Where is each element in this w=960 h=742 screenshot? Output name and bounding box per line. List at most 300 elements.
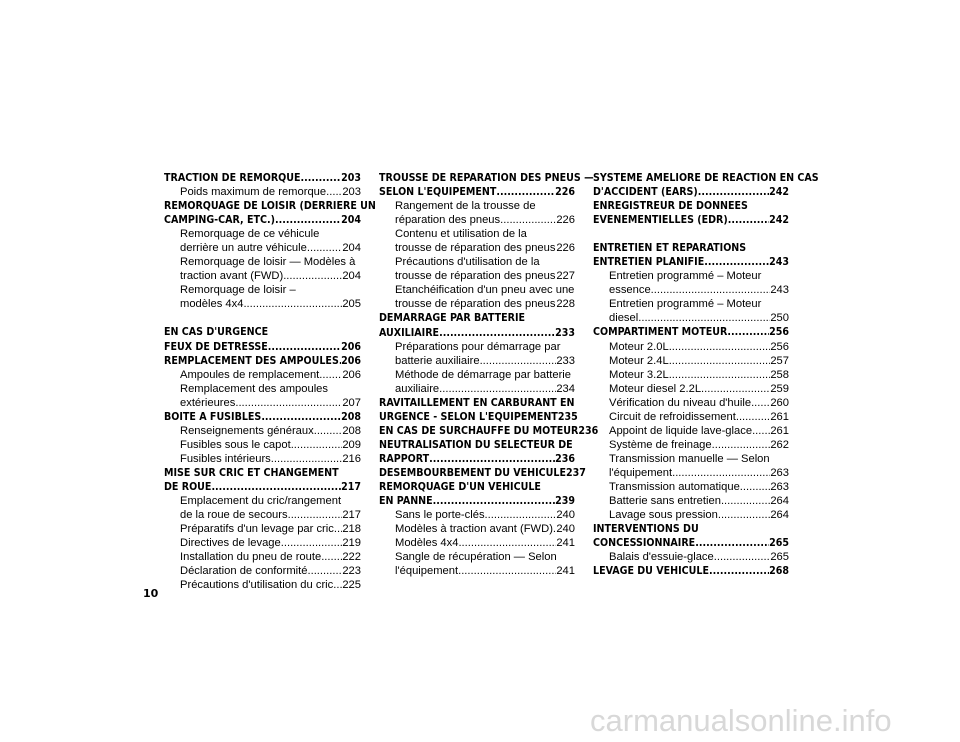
entry-leader-line <box>379 326 575 340</box>
page-ref: 250 <box>770 312 789 325</box>
entry-title-line: REMORQUAGE D'UN VEHICULE <box>379 481 541 494</box>
toc-subentry[interactable] <box>379 283 575 311</box>
entry-leader-line <box>609 550 789 564</box>
toc-subentry[interactable] <box>593 340 789 354</box>
entry-title-line: Vérification du niveau d'huile <box>609 396 752 409</box>
entry-title-line: Contenu et utilisation de la <box>395 228 527 241</box>
toc-subentry[interactable] <box>593 368 789 382</box>
entry-title-line: modèles 4x4 <box>180 298 244 311</box>
page-ref: 258 <box>770 368 789 381</box>
page-ref: 233 <box>556 354 575 367</box>
entry-leader-line <box>395 508 575 522</box>
entry-title-line: ENTRETIEN PLANIFIE <box>593 256 705 269</box>
dot-leader <box>268 340 341 354</box>
page-ref: 206 <box>341 354 361 367</box>
toc-heading-entry[interactable] <box>164 354 361 368</box>
entry-leader-line <box>609 480 789 494</box>
entry-title-line: Modèles à traction avant (FWD) <box>395 523 553 536</box>
dot-leader <box>429 452 555 466</box>
toc-subentry[interactable] <box>164 185 361 199</box>
dot-leader <box>638 311 770 325</box>
dot-leader <box>669 368 771 382</box>
entry-title-line: URGENCE - SELON L'EQUIPEMENT <box>379 410 558 423</box>
entry-title-line: Batterie sans entretien <box>609 495 721 508</box>
page-ref: 235 <box>557 410 578 423</box>
entry-title-line: AUXILIAIRE <box>379 326 440 339</box>
entry-leader-line <box>180 297 361 311</box>
entry-title-line: DEMARRAGE PAR BATTERIE <box>379 312 526 325</box>
toc-subentry[interactable] <box>379 550 575 578</box>
page-ref: 241 <box>556 537 575 550</box>
entry-leader-line <box>379 494 575 508</box>
entry-title-line: traction avant (FWD) <box>180 270 284 283</box>
dot-leader <box>307 241 342 255</box>
entry-leader-line <box>180 424 361 438</box>
entry-title-line: l'équipement <box>395 565 459 578</box>
page-ref: 218 <box>342 523 361 536</box>
entry-title-line: Système de freinage <box>609 438 712 451</box>
page-ref: 236 <box>555 452 575 465</box>
page-ref: 203 <box>341 172 361 184</box>
dot-leader <box>283 269 342 283</box>
entry-leader-line <box>593 564 789 578</box>
entry-title-line: BOITE A FUSIBLES <box>164 410 262 423</box>
entry-leader-line <box>395 213 575 227</box>
dot-leader <box>326 185 342 199</box>
toc-heading-entry[interactable] <box>593 325 789 339</box>
entry-title-line: NEUTRALISATION DU SELECTEUR DE <box>379 438 573 451</box>
dot-leader <box>709 564 769 578</box>
toc-subentry[interactable] <box>593 452 789 480</box>
entry-title-line: extérieures <box>180 396 236 409</box>
entry-title-line: REMORQUAGE DE LOISIR (DERRIERE UN <box>164 200 376 213</box>
entry-leader-line <box>593 536 789 550</box>
page-ref: 226 <box>556 242 575 255</box>
dot-leader <box>751 396 770 410</box>
entry-title-line: Transmission automatique <box>609 480 740 493</box>
page-ref: 217 <box>341 480 361 493</box>
entry-title-line: l'équipement <box>609 466 673 479</box>
entry-title-line: essence <box>609 284 651 297</box>
toc-heading-entry[interactable] <box>379 396 578 424</box>
page-ref: 217 <box>342 509 361 522</box>
entry-title-line: de la roue de secours <box>180 509 288 522</box>
toc-subentry[interactable] <box>379 199 575 227</box>
toc-subentry[interactable] <box>164 494 361 522</box>
entry-leader-line <box>609 508 789 522</box>
entry-leader-line <box>164 213 361 227</box>
toc-heading-entry[interactable] <box>379 171 594 199</box>
entry-title-line: ENREGISTREUR DE DONNEES <box>593 200 748 213</box>
dot-leader <box>500 213 556 227</box>
toc-subentry[interactable] <box>164 452 361 466</box>
toc-heading-entry[interactable] <box>379 438 575 466</box>
toc-subentry[interactable] <box>593 382 789 396</box>
page-ref: 259 <box>770 382 789 395</box>
page-ref: 208 <box>342 424 361 437</box>
entry-leader-line <box>379 466 586 480</box>
entry-title-line: Etanchéification d'un pneu avec une <box>395 284 575 297</box>
entry-leader-line <box>609 283 789 297</box>
entry-title-line: trousse de réparation des pneus <box>395 242 556 255</box>
page-ref: 256 <box>769 326 789 339</box>
entry-title-line: EVENEMENTIELLES (EDR) <box>593 214 728 227</box>
dot-leader <box>695 536 769 550</box>
toc-subentry[interactable] <box>164 564 361 578</box>
entry-title-line: EN CAS DE SURCHAUFFE DU MOTEUR <box>379 424 579 437</box>
dot-leader <box>651 283 771 297</box>
entry-title-line: DE ROUE <box>164 480 212 493</box>
entry-leader-line <box>395 297 575 311</box>
entry-title-line: Circuit de refroidissement <box>609 410 736 423</box>
toc-heading-entry[interactable] <box>164 466 361 494</box>
page-ref: 225 <box>342 579 361 592</box>
toc-heading-entry[interactable] <box>164 410 361 424</box>
dot-leader <box>291 438 343 452</box>
toc-heading-entry[interactable] <box>379 466 586 480</box>
entry-leader-line <box>395 522 575 536</box>
entry-leader-line <box>609 438 789 452</box>
toc-subentry[interactable] <box>379 255 575 283</box>
entry-leader-line <box>593 213 789 227</box>
entry-leader-line <box>379 410 578 424</box>
toc-heading-entry[interactable] <box>164 199 376 227</box>
page-ref: 257 <box>770 354 789 367</box>
entry-leader-line <box>379 452 575 466</box>
toc-column-middle <box>379 171 599 578</box>
toc-subentry[interactable] <box>164 578 361 592</box>
toc-heading-entry[interactable] <box>593 199 789 227</box>
toc-subentry[interactable] <box>593 424 789 438</box>
toc-heading-entry[interactable] <box>379 480 575 508</box>
entry-title-line: Appoint de liquide lave-glace <box>609 424 753 437</box>
entry-leader-line <box>609 424 789 438</box>
entry-leader-line <box>609 354 789 368</box>
entry-title-line: RAPPORT <box>379 452 430 465</box>
entry-title-line: TRACTION DE REMORQUE <box>164 172 301 184</box>
entry-title-line: Moteur 2.4L <box>609 354 669 367</box>
entry-title-line: Entretien programmé – Moteur <box>609 270 762 283</box>
entry-title-line: MISE SUR CRIC ET CHANGEMENT <box>164 466 339 479</box>
page-ref: 219 <box>342 537 361 550</box>
toc-subentry[interactable] <box>593 550 789 564</box>
entry-title-line: RAVITAILLEMENT EN CARBURANT EN <box>379 396 575 409</box>
entry-leader-line <box>180 241 361 255</box>
toc-subentry[interactable] <box>164 424 361 438</box>
entry-title-line: COMPARTIMENT MOTEUR <box>593 326 728 339</box>
entry-leader-line <box>593 255 789 269</box>
page-ref: 261 <box>770 424 789 437</box>
entry-title-line: Renseignements généraux <box>180 424 314 437</box>
page-ref: 204 <box>341 214 361 227</box>
entry-title-line: SYSTEME AMELIORE DE REACTION EN CAS <box>593 172 819 184</box>
page-ref: 240 <box>556 509 575 522</box>
page-ref: 262 <box>770 438 789 451</box>
toc-subentry[interactable] <box>379 508 575 522</box>
entry-title-line: Moteur 2.0L <box>609 340 669 353</box>
dot-leader <box>727 325 769 339</box>
entry-title-line: D'ACCIDENT (EARS) <box>593 186 698 199</box>
toc-subentry[interactable] <box>164 438 361 452</box>
toc-heading-entry[interactable] <box>379 311 575 339</box>
page-ref: 233 <box>555 326 575 339</box>
section-heading: EN CAS D'URGENCE <box>164 326 269 339</box>
page-ref: 207 <box>342 396 361 409</box>
entry-title-line: CAMPING-CAR, ETC.) <box>164 214 275 227</box>
page-ref: 206 <box>342 368 361 381</box>
entry-title-line: Ampoules de remplacement <box>180 368 320 381</box>
entry-title-line: Transmission manuelle — Selon <box>609 452 770 465</box>
entry-leader-line <box>164 340 361 354</box>
watermark: carmanualsonline.info <box>590 703 892 738</box>
entry-title-line: Remorquage de loisir – <box>180 284 296 297</box>
toc-column-left <box>164 171 376 592</box>
dot-leader <box>211 480 341 494</box>
entry-leader-line <box>395 354 575 368</box>
entry-title-line: Fusibles intérieurs <box>180 452 271 465</box>
entry-leader-line <box>593 185 789 199</box>
page-ref: 242 <box>769 214 789 227</box>
entry-title-line: Préparations pour démarrage par <box>395 340 561 353</box>
dot-leader <box>439 382 556 396</box>
toc-subentry[interactable] <box>379 368 575 396</box>
toc-subentry[interactable] <box>164 522 361 536</box>
page-ref: 216 <box>342 452 361 465</box>
entry-title-line: Emplacement du cric/rangement <box>180 495 342 508</box>
entry-leader-line <box>395 536 575 550</box>
page-ref: 265 <box>769 537 789 550</box>
entry-title-line: Précautions d'utilisation de la <box>395 256 540 269</box>
toc-heading-entry[interactable] <box>593 564 789 578</box>
page-ref: 204 <box>342 270 361 283</box>
entry-title-line: Fusibles sous le capot <box>180 438 291 451</box>
entry-title-line: Balais d'essuie-glace <box>609 551 714 564</box>
toc-subentry[interactable] <box>379 536 575 550</box>
page-ref: 256 <box>770 340 789 353</box>
toc-subentry[interactable] <box>593 508 789 522</box>
entry-title-line: réparation des pneus <box>395 214 501 227</box>
entry-title-line: Remorquage de ce véhicule <box>180 228 320 241</box>
toc-column-right <box>593 171 819 578</box>
entry-title-line: Entretien programmé – Moteur <box>609 298 762 311</box>
dot-leader <box>485 508 557 522</box>
toc-subentry[interactable] <box>593 480 789 494</box>
entry-title-line: SELON L'EQUIPEMENT <box>379 186 497 199</box>
toc-subentry[interactable] <box>593 438 789 452</box>
entry-leader-line <box>180 508 361 522</box>
entry-leader-line <box>395 241 575 255</box>
page-ref: 203 <box>342 186 361 199</box>
page-ref: 236 <box>578 424 599 437</box>
toc-subentry[interactable] <box>593 396 789 410</box>
page-ref: 226 <box>555 186 575 199</box>
dot-leader <box>669 354 771 368</box>
page-ref: 237 <box>566 466 586 479</box>
dot-leader <box>704 255 769 269</box>
dot-leader <box>714 550 771 564</box>
entry-title-line: EN PANNE <box>379 495 433 508</box>
toc-heading-entry[interactable] <box>593 171 819 199</box>
page-ref: 206 <box>341 340 361 353</box>
entry-leader-line <box>609 410 789 424</box>
toc-heading-entry[interactable] <box>164 171 361 185</box>
dot-leader <box>301 171 342 185</box>
page-ref: 261 <box>770 410 789 423</box>
page-ref: 208 <box>341 410 361 423</box>
entry-title-line: diesel <box>609 312 639 325</box>
page-ref: 263 <box>770 480 789 493</box>
dot-leader <box>243 297 342 311</box>
page-ref: 222 <box>342 551 361 564</box>
entry-leader-line <box>593 325 789 339</box>
toc-subentry[interactable] <box>379 522 575 536</box>
page-ref: 264 <box>770 509 789 522</box>
page-ref: 260 <box>770 396 789 409</box>
entry-leader-line <box>609 494 789 508</box>
page-ref: 228 <box>556 298 575 311</box>
entry-leader-line <box>180 269 361 283</box>
dot-leader <box>433 494 555 508</box>
toc-subentry[interactable] <box>379 340 575 368</box>
entry-title-line: trousse de réparation des pneus <box>395 270 556 283</box>
entry-title-line: auxiliaire <box>395 382 440 395</box>
dot-leader <box>480 354 557 368</box>
entry-leader-line <box>180 550 361 564</box>
toc-subentry[interactable] <box>164 283 361 311</box>
page-ref: 204 <box>342 242 361 255</box>
entry-title-line: Poids maximum de remorque <box>180 186 327 199</box>
entry-leader-line <box>180 438 361 452</box>
entry-leader-line <box>609 396 789 410</box>
entry-title-line: CONCESSIONNAIRE <box>593 537 696 550</box>
dot-leader <box>439 326 555 340</box>
dot-leader <box>333 578 342 592</box>
page-ref: 263 <box>770 466 789 479</box>
entry-leader-line <box>609 311 789 325</box>
toc-heading-entry[interactable] <box>164 340 361 354</box>
dot-leader <box>334 522 342 536</box>
entry-leader-line <box>180 578 361 592</box>
entry-title-line: Remplacement des ampoules <box>180 382 328 395</box>
toc-subentry[interactable] <box>593 410 789 424</box>
page-ref: 241 <box>556 565 575 578</box>
entry-leader-line <box>164 171 361 185</box>
entry-leader-line <box>395 269 575 283</box>
page-ref: 265 <box>770 551 789 564</box>
toc-subentry[interactable] <box>593 354 789 368</box>
entry-leader-line <box>609 466 789 480</box>
dot-leader <box>307 564 342 578</box>
entry-leader-line <box>180 396 361 410</box>
entry-title-line: batterie auxiliaire <box>395 354 480 367</box>
dot-leader <box>319 368 342 382</box>
toc-subentry[interactable] <box>593 297 789 325</box>
entry-leader-line <box>395 382 575 396</box>
toc-subentry[interactable] <box>379 227 575 255</box>
entry-leader-line <box>180 536 361 550</box>
entry-leader-line <box>164 480 361 494</box>
toc-subentry[interactable] <box>164 382 361 410</box>
entry-leader-line <box>180 368 361 382</box>
toc-subentry[interactable] <box>593 269 789 297</box>
dot-leader <box>736 410 770 424</box>
entry-leader-line <box>180 452 361 466</box>
entry-title-line: FEUX DE DETRESSE <box>164 340 268 353</box>
entry-title-line: Déclaration de conformité <box>180 565 308 578</box>
entry-title-line: Installation du pneu de route <box>180 551 322 564</box>
entry-leader-line <box>379 185 575 199</box>
entry-leader-line <box>164 354 361 368</box>
entry-title-line: LEVAGE DU VEHICULE <box>593 565 709 578</box>
toc-subentry[interactable] <box>593 494 789 508</box>
entry-title-line: Préparatifs d'un levage par cric <box>180 523 334 536</box>
page-ref: 223 <box>342 565 361 578</box>
dot-leader <box>496 185 555 199</box>
dot-leader <box>698 185 769 199</box>
toc-subentry[interactable] <box>164 227 361 255</box>
entry-title-line: REMPLACEMENT DES AMPOULES <box>164 354 339 367</box>
dot-leader <box>314 424 343 438</box>
dot-leader <box>458 564 556 578</box>
page-number: 10 <box>143 587 159 600</box>
page-ref: 243 <box>769 256 789 269</box>
page-ref: 209 <box>342 438 361 451</box>
toc-subentry[interactable] <box>164 536 361 550</box>
entry-leader-line <box>180 564 361 578</box>
entry-leader-line <box>164 410 361 424</box>
entry-leader-line <box>180 522 361 536</box>
entry-title-line: Précautions d'utilisation du cric <box>180 579 334 592</box>
dot-leader <box>721 494 770 508</box>
entry-title-line: Moteur diesel 2.2L <box>609 382 702 395</box>
entry-title-line: Moteur 3.2L <box>609 368 669 381</box>
toc-subentry[interactable] <box>164 368 361 382</box>
toc-subentry[interactable] <box>164 550 361 564</box>
entry-leader-line <box>609 340 789 354</box>
dot-leader <box>669 340 771 354</box>
entry-leader-line <box>609 368 789 382</box>
toc-heading-entry[interactable] <box>593 522 789 550</box>
page-ref: 243 <box>770 284 789 297</box>
entry-leader-line <box>379 424 599 438</box>
entry-title-line: Méthode de démarrage par batterie <box>395 368 572 381</box>
entry-leader-line <box>180 185 361 199</box>
dot-leader <box>321 550 342 564</box>
entry-title-line: Remorquage de loisir — Modèles à <box>180 256 356 269</box>
entry-title-line: Modèles 4x4 <box>395 537 459 550</box>
entry-title-line: derrière un autre véhicule <box>180 242 307 255</box>
entry-title-line: Lavage sous pression <box>609 509 718 522</box>
dot-leader <box>701 382 770 396</box>
toc-subentry[interactable] <box>164 255 361 283</box>
dot-leader <box>718 508 770 522</box>
page-ref: 239 <box>555 495 575 508</box>
entry-title-line: Sans le porte-clés <box>395 509 485 522</box>
dot-leader <box>458 536 556 550</box>
section-heading: ENTRETIEN ET REPARATIONS <box>593 242 747 255</box>
entry-title-line: DESEMBOURBEMENT DU VEHICULE <box>379 466 566 479</box>
page-ref: 226 <box>556 214 575 227</box>
page-ref: 205 <box>342 298 361 311</box>
dot-leader <box>728 213 769 227</box>
toc-heading-entry[interactable] <box>379 424 599 438</box>
toc-heading-entry[interactable] <box>593 255 789 269</box>
entry-title-line: Rangement de la trousse de <box>395 200 536 213</box>
dot-leader <box>740 480 771 494</box>
dot-leader <box>712 438 771 452</box>
dot-leader <box>275 213 341 227</box>
page-ref: 268 <box>769 565 789 578</box>
